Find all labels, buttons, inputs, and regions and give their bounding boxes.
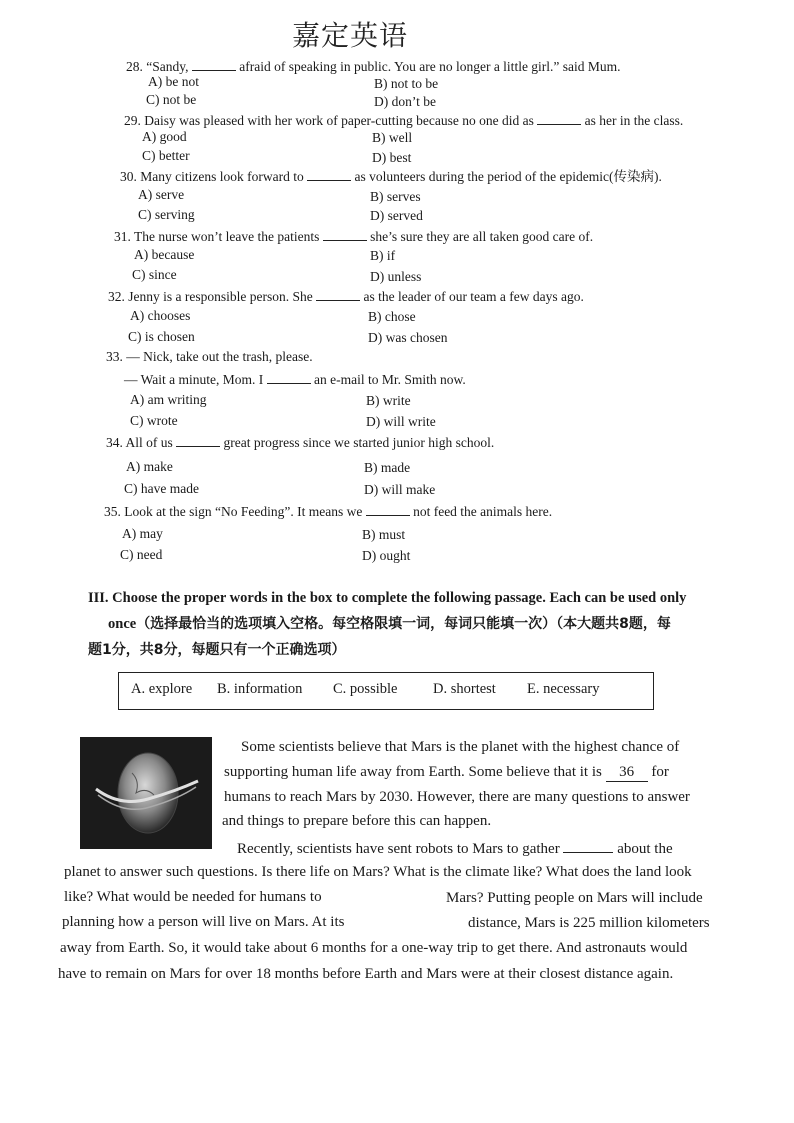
passage-line-7b: Mars? Putting people on Mars will include — [446, 890, 703, 906]
question-text: afraid of speaking in public. You are no longer a little girl.” said Mum. — [235, 59, 621, 74]
passage-text: Recently, scientists have sent robots to Mars to gather — [237, 841, 564, 857]
question-text: 30. Many citizens look forward to — [120, 169, 308, 184]
passage-line-8b: distance, Mars is 225 million kilometers — [468, 915, 710, 931]
section-title-cn: （选择最恰当的选项填入空格。每空格限填一词，每词只能填一次）（本大题共8题，每 — [136, 616, 671, 632]
option-31c: C) since — [132, 267, 177, 282]
option-28b: B) not to be — [374, 76, 439, 91]
answer-blank — [316, 288, 360, 301]
question-text: as her in the class. — [581, 113, 684, 128]
option-35c: C) need — [120, 547, 163, 562]
question-text: 34. All of us — [106, 435, 177, 450]
option-29c: C) better — [142, 148, 190, 163]
word-option-c: C. possible — [333, 681, 398, 697]
question-29 — [124, 112, 683, 129]
option-31a: A) because — [134, 247, 195, 262]
answer-blank — [366, 503, 410, 516]
question-30 — [120, 168, 662, 185]
option-34a: A) make — [126, 459, 173, 474]
option-32c: C) is chosen — [128, 329, 195, 344]
passage-line-9: away from Earth. So, it would take about 6 months for a one-way trip to get there. And astronauts would — [60, 940, 688, 956]
blank-37 — [563, 838, 613, 853]
option-29d: D) best — [372, 150, 412, 165]
question-text: — Wait a minute, Mom. I — [124, 372, 267, 387]
option-32d: D) was chosen — [368, 330, 448, 345]
page-header-title: 嘉定英语 — [291, 19, 408, 52]
question-text: she’s sure they are all taken good care of. — [366, 229, 594, 244]
option-33d: D) will write — [366, 414, 436, 429]
option-34d: D) will make — [364, 482, 436, 497]
option-35b: B) must — [362, 527, 406, 542]
word-option-b: B. information — [217, 681, 303, 697]
answer-blank — [267, 371, 311, 384]
question-text: 31. The nurse won’t leave the patients — [114, 229, 323, 244]
section-title-line1: III. Choose the proper words in the box to complete the following passage. Each can be used only — [88, 590, 687, 606]
section-title-line3: 题1分，共8分，每题只有一个正确选项） — [88, 642, 346, 658]
passage-text: for — [647, 764, 669, 780]
word-option-e: E. necessary — [527, 681, 600, 697]
section-title-line2 — [88, 611, 738, 637]
passage-line-5 — [237, 838, 673, 858]
option-34b: B) made — [364, 460, 411, 475]
question-text: as volunteers during the period of the epidemic(传染病). — [351, 169, 662, 184]
passage-line-10: have to remain on Mars for over 18 months before Earth and Mars were at their closest distance again. — [58, 966, 674, 982]
question-text: 32. Jenny is a responsible person. She — [108, 289, 317, 304]
word-box — [118, 672, 654, 710]
answer-blank — [192, 58, 236, 71]
passage-line-4: and things to prepare before this can happen. — [222, 813, 492, 829]
option-29b: B) well — [372, 130, 413, 145]
option-30d: D) served — [370, 208, 423, 223]
question-text: as the leader of our team a few days ago. — [360, 289, 584, 304]
option-31d: D) unless — [370, 269, 422, 284]
passage-line-2 — [224, 763, 669, 782]
question-text: an e-mail to Mr. Smith now. — [310, 372, 466, 387]
answer-blank — [537, 112, 581, 125]
question-text: 35. Look at the sign “No Feeding”. It means we — [104, 504, 366, 519]
option-32a: A) chooses — [130, 308, 191, 323]
option-28c: C) not be — [146, 92, 197, 107]
option-35d: D) ought — [362, 548, 411, 563]
word-option-a: A. explore — [131, 681, 193, 697]
option-32b: B) chose — [368, 309, 416, 324]
option-30c: C) serving — [138, 207, 195, 222]
blank-36: 36 — [606, 763, 648, 782]
question-32 — [108, 288, 584, 305]
question-31 — [114, 228, 593, 245]
option-28a: A) be not — [148, 74, 199, 89]
option-33b: B) write — [366, 393, 411, 408]
option-35a: A) may — [122, 526, 163, 541]
question-28 — [126, 58, 621, 75]
option-29a: A) good — [142, 129, 187, 144]
option-31b: B) if — [370, 248, 396, 263]
question-text: great progress since we started junior high school. — [220, 435, 495, 450]
question-33: 33. — Nick, take out the trash, please. — [106, 349, 313, 364]
passage-line-3: humans to reach Mars by 2030. However, there are many questions to answer — [224, 789, 690, 805]
passage-line-8a: planning how a person will live on Mars. At its — [62, 914, 345, 930]
question-text: 29. Daisy was pleased with her work of paper-cutting because no one did as — [124, 113, 538, 128]
passage-line-1: Some scientists believe that Mars is the planet with the highest chance of — [241, 739, 680, 755]
option-33c: C) wrote — [130, 413, 178, 428]
section-instructions — [88, 585, 738, 663]
passage-line-7a: like? What would be needed for humans to — [64, 889, 322, 905]
option-28d: D) don’t be — [374, 94, 436, 109]
answer-blank — [323, 228, 367, 241]
passage-text: about the — [613, 841, 673, 857]
question-34 — [106, 434, 494, 451]
word-option-d: D. shortest — [433, 681, 496, 697]
option-30b: B) serves — [370, 189, 421, 204]
passage-line-6: planet to answer such questions. Is there life on Mars? What is the climate like? What does the land look — [64, 864, 692, 880]
option-30a: A) serve — [138, 187, 185, 202]
answer-blank — [176, 434, 220, 447]
question-text: 28. “Sandy, — [126, 59, 192, 74]
section-title-text: once — [108, 616, 137, 632]
option-34c: C) have made — [124, 481, 199, 496]
question-text: not feed the animals here. — [409, 504, 553, 519]
answer-blank — [307, 168, 351, 181]
passage-text: supporting human life away from Earth. Some believe that it is — [224, 764, 606, 780]
question-33-reply — [124, 371, 466, 388]
mars-planet-icon — [80, 737, 212, 849]
question-35 — [104, 503, 552, 520]
option-33a: A) am writing — [130, 392, 207, 407]
